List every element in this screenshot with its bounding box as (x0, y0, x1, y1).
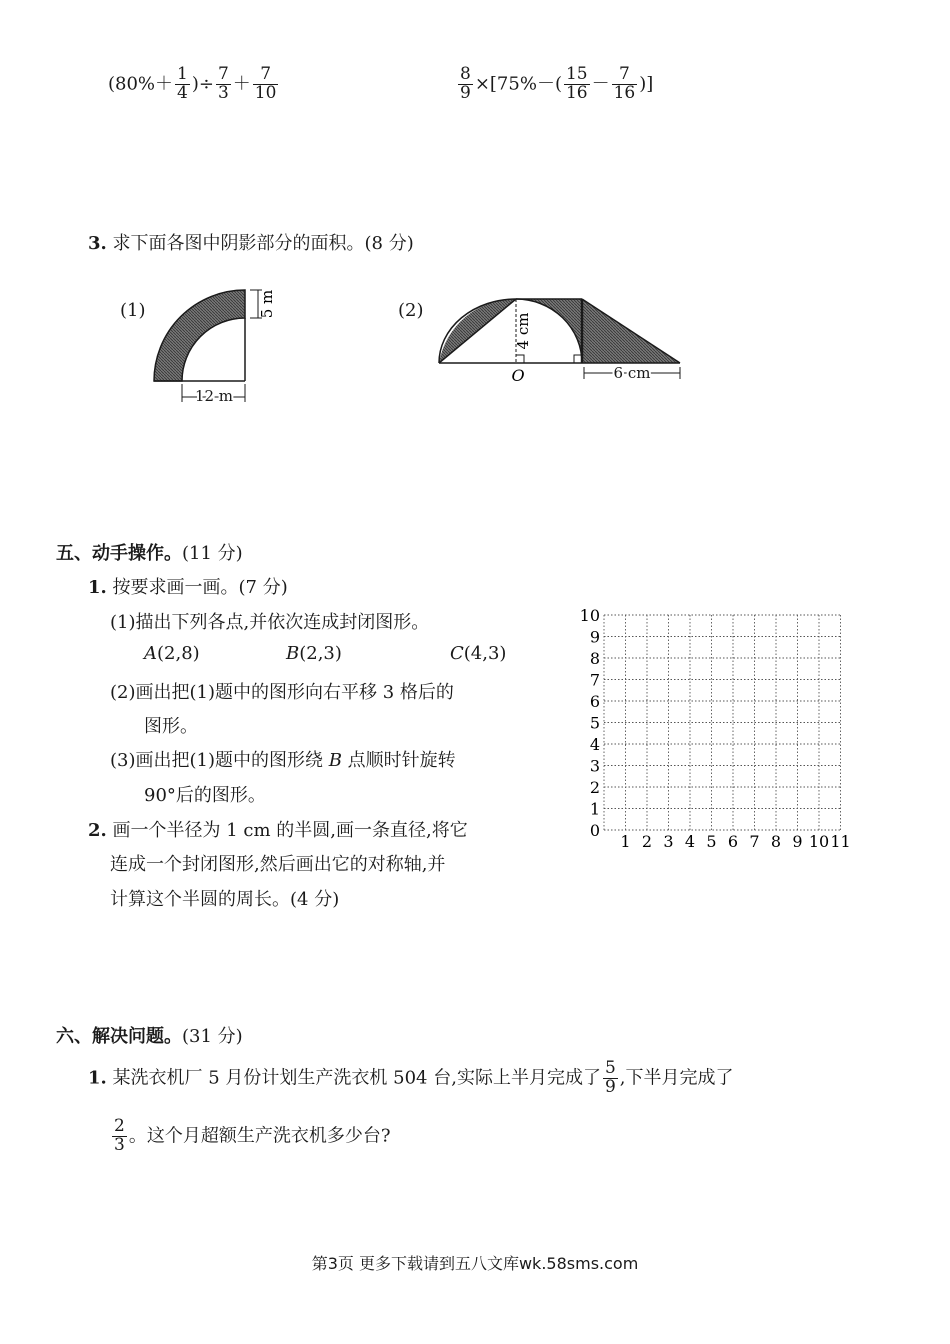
section-5-title: 五、动手操作。(11 分) (56, 543, 243, 564)
x-axis-label: 6 (727, 832, 739, 851)
section-6-q1-line2: $\frac{2}{3}$ 。这个月超额生产洗衣机多少台? (114, 1116, 391, 1155)
x-axis-label: 4 (684, 832, 696, 851)
fraction: $\frac{5}{9}$ (604, 1058, 616, 1097)
y-axis-label: 2 (589, 778, 600, 797)
y-axis-label: 8 (589, 649, 600, 668)
y-axis-label: 6 (589, 692, 600, 711)
section-6-title: 六、解决问题。(31 分) (56, 1026, 243, 1047)
y-axis-label: 0 (589, 821, 600, 840)
y-axis-label: 1 (589, 799, 600, 819)
fraction: $\frac{7}{3}$ (217, 64, 229, 103)
x-axis-label: 1 (620, 832, 631, 851)
x-axis-label: 8 (770, 832, 782, 851)
y-axis-label: 4 (589, 735, 600, 754)
x-axis-label: 2 (641, 832, 653, 851)
section-5-q2-line2: 连成一个封闭图形,然后画出它的对称轴,并 (110, 854, 446, 875)
y-axis-label: 5 (589, 713, 600, 733)
x-axis-label: 7 (749, 832, 760, 851)
sub-question-3-line1: (3)画出把(1)题中的图形绕 B 点顺时针旋转 (110, 750, 456, 771)
dim-6cm: 6 cm (613, 364, 651, 382)
x-axis-label: 11 (830, 832, 851, 851)
fraction: $\frac{15}{16}$ (565, 64, 588, 103)
fraction: $\frac{8}{9}$ (460, 64, 471, 103)
coordinate-grid (570, 605, 870, 855)
fraction: $\frac{7}{16}$ (613, 64, 636, 103)
dim-12m: 12 m (194, 387, 234, 405)
section-5-q2-line1: 2. 画一个半径为 1 cm 的半圆,画一条直径,将它 (88, 820, 468, 841)
dim-4cm: 4 cm (514, 312, 532, 350)
point-c: C(4,3) (450, 643, 507, 664)
y-axis-label: 7 (589, 670, 600, 690)
shaded-ring (154, 290, 245, 381)
page-footer: 第3页 更多下载请到五八文库wk.58sms.com (311, 1254, 639, 1273)
x-axis-label: 5 (706, 832, 717, 851)
grid-lines (604, 615, 841, 830)
question-3: 3. 求下面各图中阴影部分的面积。(8 分) (88, 233, 414, 254)
point-b: B(2,3) (286, 643, 342, 664)
point-a: A(2,8) (144, 643, 200, 664)
y-axis-label: 3 (589, 756, 600, 776)
figure-1-label: (1) (120, 300, 146, 321)
figure-2-label: (2) (398, 300, 424, 321)
grid-labels (580, 606, 851, 851)
sub-question-3-line2: 90°后的图形。 (144, 785, 266, 806)
fraction: $\frac{7}{10}$ (254, 64, 277, 103)
fraction: $\frac{2}{3}$ (114, 1116, 125, 1155)
fraction: $\frac{1}{4}$ (177, 64, 188, 103)
expression-1: (80%＋ $\frac{1}{4}$ )÷ $\frac{7}{3}$ ＋ $\frac{7}{10}$ (108, 64, 277, 103)
sub-question-1: (1)描出下列各点,并依次连成封闭图形。 (110, 612, 430, 633)
expression-2: $\frac{8}{9}$ ×[75%－( $\frac{15}{16}$ － $\frac{7}{16}$ )] (460, 64, 654, 103)
section-5-q1: 1. 按要求画一画。(7 分) (88, 577, 288, 598)
figure-1-quarter-ring (140, 278, 290, 413)
sub-question-2-line2: 图形。 (144, 716, 198, 737)
x-axis-label: 9 (792, 832, 803, 851)
section-6-q1-line1: 1. 某洗衣机厂 5 月份计划生产洗衣机 504 台,实际上半月完成了 $\frac{5}{9}$ ,下半月完成了 (88, 1058, 734, 1097)
y-axis-label: 10 (579, 606, 600, 625)
x-axis-label: 3 (663, 832, 674, 851)
figure-2-semicircle-trapezoid (430, 285, 690, 390)
x-axis-label: 10 (808, 832, 830, 851)
sub-question-2-line1: (2)画出把(1)题中的图形向右平移 3 格后的 (110, 682, 454, 703)
section-5-q2-line3: 计算这个半圆的周长。(4 分) (110, 889, 340, 910)
y-axis-label: 9 (589, 627, 600, 647)
center-O: O (511, 366, 525, 385)
dim-5m: 5 m (258, 289, 276, 319)
